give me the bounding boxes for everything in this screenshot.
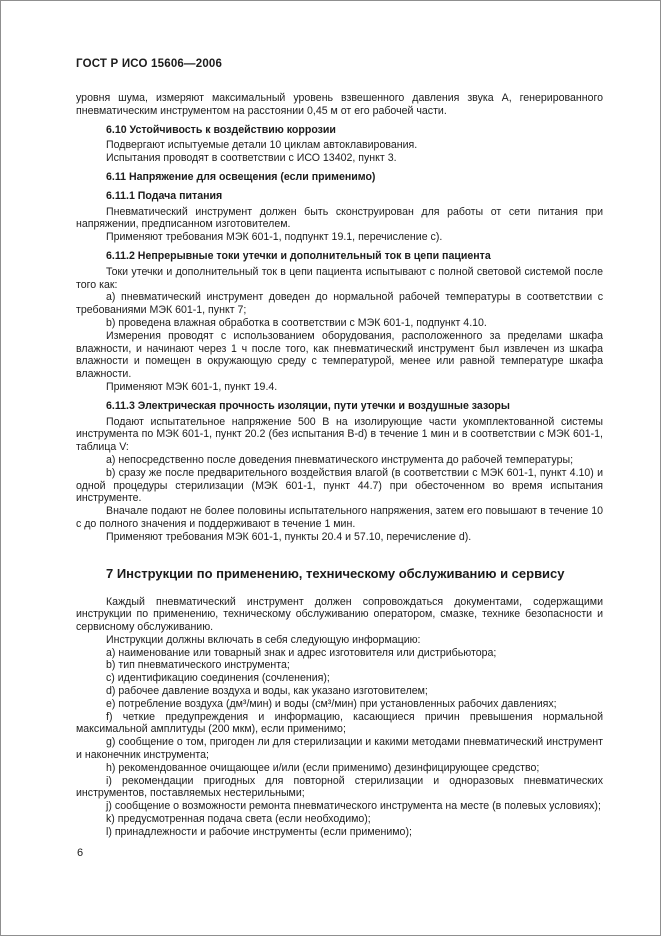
list-item: d) рабочее давление воздуха и воды, как указано изготовителем; — [106, 685, 428, 698]
list-item: a) наименование или товарный знак и адрес изготовителя или дистрибьютора; — [106, 646, 497, 659]
page-number: 6 — [77, 847, 84, 859]
list-item: i) рекомендации пригодных для повторной стерилизации и одноразовых пневматических инструментов, поставляемых нестерильными; — [76, 774, 603, 800]
list-item: j) сообщение о возможности ремонта пневматического инструмента на месте (в полевых условиях); — [106, 800, 601, 813]
subsection-heading: 6.11.2 Непрерывные токи утечки и дополнительный ток в цепи пациента — [106, 249, 491, 262]
paragraph: Токи утечки и дополнительный ток в цепи пациента испытывают с полной световой системой после того как: — [76, 265, 603, 291]
paragraph: Измерения проводят с использованием оборудования, расположенного за пределами шкафа влажности, и начинают через 1 ч после того, как пневматический инструмент был извлечен из шкафа влажности и помещен в окружающую среду с температурой, менее или равной температуре шкафа влажности. — [76, 329, 603, 381]
list-item: k) предусмотренная подача света (если необходимо); — [106, 813, 371, 826]
list-item: f) четкие предупреждения и информацию, касающиеся причин превышения нормальной максимальной амплитуды (200 мкм), если применимо; — [76, 710, 603, 736]
paragraph: Подают испытательное напряжение 500 В на изолирующие части укомплектованной системы инструмента по МЭК 601-1, пункт 20.2 (без испытания B-d) в течение 1 мин и в соответствии с МЭК 601-1, таблица V: — [76, 415, 603, 454]
paragraph: Испытания проводят в соответствии с ИСО 13402, пункт 3. — [106, 152, 397, 165]
list-item: b) сразу же после предварительного воздействия влагой (в соответствии с МЭК 601-1, пункт 4.10) и одной процедуры стерилизации (МЭК 601-1, пункт 44.7) при обесточенном во время испытания инструменте. — [76, 466, 603, 505]
list-item: e) потребление воздуха (дм³/мин) и воды (см³/мин) при установленных рабочих давлениях; — [106, 697, 557, 710]
subsection-heading: 6.11.3 Электрическая прочность изоляции, пути утечки и воздушные зазоры — [106, 399, 510, 412]
list-item: c) идентификацию соединения (сочленения); — [106, 672, 330, 685]
list-item: l) принадлежности и рабочие инструменты (если применимо); — [106, 825, 412, 838]
list-item: g) сообщение о том, пригоден ли для стерилизации и какими методами пневматический инструмент и наконечник инструмента; — [76, 736, 603, 762]
subsection-heading: 6.11 Напряжение для освещения (если применимо) — [106, 170, 376, 183]
paragraph: Инструкции должны включать в себя следующую информацию: — [106, 633, 421, 646]
running-header: ГОСТ Р ИСО 15606—2006 — [76, 58, 223, 70]
paragraph: Применяют требования МЭК 601-1, пункты 20.4 и 57.10, перечисление d). — [106, 530, 472, 543]
paragraph: Пневматический инструмент должен быть сконструирован для работы от сети питания при напряжении, предписанном изготовителем. — [76, 205, 603, 231]
paragraph: Вначале подают не более половины испытательного напряжения, затем его повышают в течение 10 с до полного значения и поддерживают в течение 1 мин. — [76, 505, 603, 530]
paragraph: Применяют требования МЭК 601-1, подпункт 19.1, перечисление с). — [106, 231, 443, 244]
list-item: a) пневматический инструмент доведен до нормальной рабочей температуры в соответствии с требованиями МЭК 601-1, пункт 7; — [76, 291, 603, 317]
list-item: b) проведена влажная обработка в соответствии с МЭК 601-1, подпункт 4.10. — [106, 316, 487, 329]
section-heading: 7 Инструкции по применению, техническому обслуживанию и сервису — [106, 565, 565, 581]
paragraph: Применяют МЭК 601-1, пункт 19.4. — [106, 380, 278, 393]
subsection-heading: 6.11.1 Подача питания — [106, 189, 223, 202]
subsection-heading: 6.10 Устойчивость к воздействию коррозии — [106, 123, 336, 136]
list-item: a) непосредственно после доведения пневматического инструмента до рабочей температуры; — [106, 453, 574, 466]
list-item: h) рекомендованное очищающее и/или (если применимо) дезинфицирующее средство; — [106, 761, 540, 774]
paragraph: Подвергают испытуемые детали 10 циклам автоклавирования. — [106, 139, 418, 152]
document-body — [76, 92, 603, 839]
paragraph: уровня шума, измеряют максимальный уровень взвешенного давления звука А, генерированного пневматическим инструментом на расстоянии 0,45 м от его рабочей части. — [76, 92, 603, 117]
list-item: b) тип пневматического инструмента; — [106, 659, 290, 672]
paragraph: Каждый пневматический инструмент должен сопровождаться документами, содержащими инструкции по применению, техническому обслуживанию оператором, смазке, технике безопасности и сервисному обслуживанию. — [76, 595, 603, 634]
